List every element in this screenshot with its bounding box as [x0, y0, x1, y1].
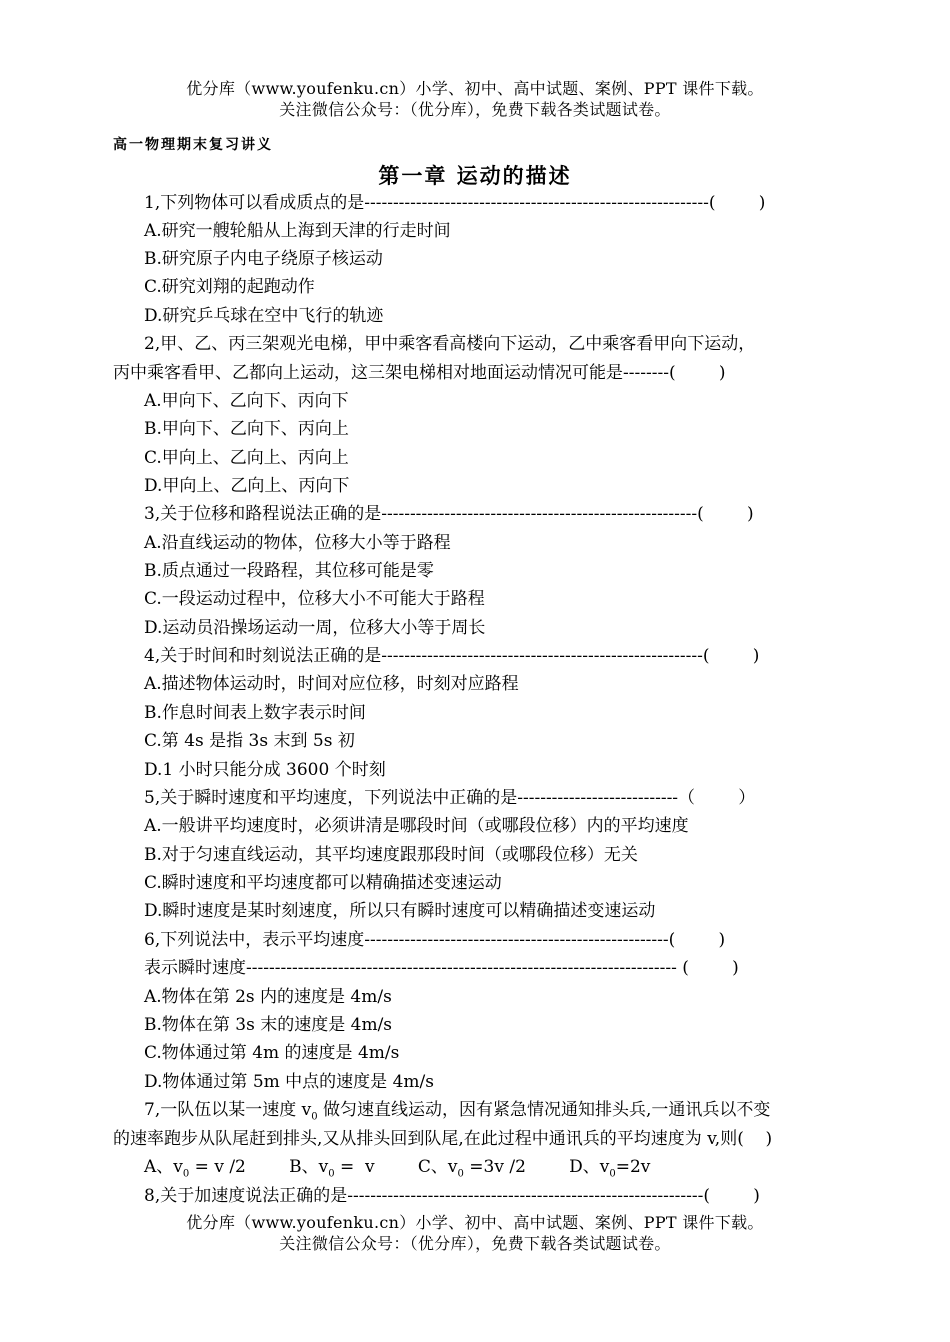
q6-option-c: C.物体通过第 4m 的速度是 4m/s	[144, 1043, 400, 1063]
q1-option-d: D.研究乒乓球在空中飞行的轨迹	[144, 306, 384, 326]
q5-option-b: B.对于匀速直线运动，其平均速度跟那段时间（或哪段位移）无关	[144, 845, 638, 865]
q4-option-c: C.第 4s 是指 3s 末到 5s 初	[144, 731, 355, 751]
q7-stem-pre: 7,一队伍以某一速度 v	[144, 1100, 312, 1120]
doc-title: 高一物理期末复习讲义	[113, 137, 273, 153]
q7-options	[144, 1155, 650, 1186]
q5-option-d: D.瞬时速度是某时刻速度，所以只有瞬时速度可以精确描述变速运动	[144, 901, 656, 921]
q7-option-a: A、$v_0 = v$ /2	[144, 1157, 246, 1180]
q5-stem: 5,关于瞬时速度和平均速度，下列说法中正确的是----------------------------（ ）	[144, 788, 756, 808]
q6-stem-line-2: 表示瞬时速度--------------------------------------------------------------------------- ( )	[144, 958, 739, 978]
q1-option-b: B.研究原子内电子绕原子核运动	[144, 249, 383, 269]
q4-option-d: D.1 小时只能分成 3600 个时刻	[144, 760, 386, 780]
q5-option-c: C.瞬时速度和平均速度都可以精确描述变速运动	[144, 873, 502, 893]
q1-option-c: C.研究刘翔的起跑动作	[144, 277, 315, 297]
q5-option-a: A.一般讲平均速度时，必须讲清是哪段时间（或哪段位移）内的平均速度	[144, 816, 689, 836]
q7-option-c: C、$v_0 =3v$ /2	[417, 1157, 526, 1180]
q6-option-d: D.物体通过第 5m 中点的速度是 4m/s	[144, 1072, 434, 1092]
q3-option-b: B.质点通过一段路程，其位移可能是零	[144, 561, 434, 581]
footer-line-2: 关注微信公众号：（优分库），免费下载各类试题试卷。	[279, 1234, 671, 1253]
q1-option-a: A.研究一艘轮船从上海到天津的行走时间	[144, 221, 451, 241]
q7-option-b: B、$v_0 = v$	[289, 1157, 375, 1180]
q2-option-d: D.甲向上、乙向上、丙向下	[144, 476, 350, 496]
chapter-title: 第一章 运动的描述	[378, 164, 572, 188]
q4-option-b: B.作息时间表上数字表示时间	[144, 703, 366, 723]
header-line-1: 优分库（www.youfenku.cn）小学、初中、高中试题、案例、PPT 课件下载。	[186, 79, 764, 98]
q4-option-a: A.描述物体运动时，时间对应位移，时刻对应路程	[144, 674, 519, 694]
q2-option-b: B.甲向下、乙向下、丙向上	[144, 419, 349, 439]
header-line-2: 关注微信公众号：（优分库），免费下载各类试题试卷。	[279, 100, 671, 119]
q6-option-a: A.物体在第 2s 内的速度是 4m/s	[144, 987, 392, 1007]
q6-stem-line-1: 6,下列说法中，表示平均速度-----------------------------------------------------( )	[144, 930, 726, 950]
q2-stem-line-2: 丙中乘客看甲、乙都向上运动，这三架电梯相对地面运动情况可能是--------( )	[113, 363, 726, 383]
q7-stem-line-2: 的速率跑步从队尾赶到排头,又从排头回到队尾,在此过程中通讯兵的平均速度为 v,则( )	[113, 1129, 773, 1149]
q7-stem-post: 做匀速直线运动，因有紧急情况通知排头兵,一通讯兵以不变	[317, 1100, 771, 1120]
q2-option-a: A.甲向下、乙向下、丙向下	[144, 391, 349, 411]
q3-stem: 3,关于位移和路程说法正确的是-------------------------------------------------------( )	[144, 504, 754, 524]
q7-stem-line-1	[144, 1098, 770, 1129]
q7-option-d: D、$v_0=2v$	[569, 1157, 651, 1180]
q4-stem: 4,关于时间和时刻说法正确的是--------------------------------------------------------( )	[144, 646, 760, 666]
q8-stem: 8,关于加速度说法正确的是--------------------------------------------------------------( )	[144, 1186, 760, 1206]
q2-option-c: C.甲向上、乙向上、丙向上	[144, 448, 349, 468]
footer-line-1: 优分库（www.youfenku.cn）小学、初中、高中试题、案例、PPT 课件下载。	[186, 1213, 764, 1232]
q3-option-c: C.一段运动过程中，位移大小不可能大于路程	[144, 589, 485, 609]
q3-option-d: D.运动员沿操场运动一周，位移大小等于周长	[144, 618, 486, 638]
q3-option-a: A.沿直线运动的物体，位移大小等于路程	[144, 533, 451, 553]
q7-stem-sub: 0	[311, 1111, 318, 1123]
q1-stem: 1,下列物体可以看成质点的是------------------------------------------------------------( )	[144, 193, 766, 213]
q2-stem-line-1: 2,甲、乙、丙三架观光电梯，甲中乘客看高楼向下运动，乙中乘客看甲向下运动，	[144, 334, 756, 354]
q6-option-b: B.物体在第 3s 末的速度是 4m/s	[144, 1015, 393, 1035]
